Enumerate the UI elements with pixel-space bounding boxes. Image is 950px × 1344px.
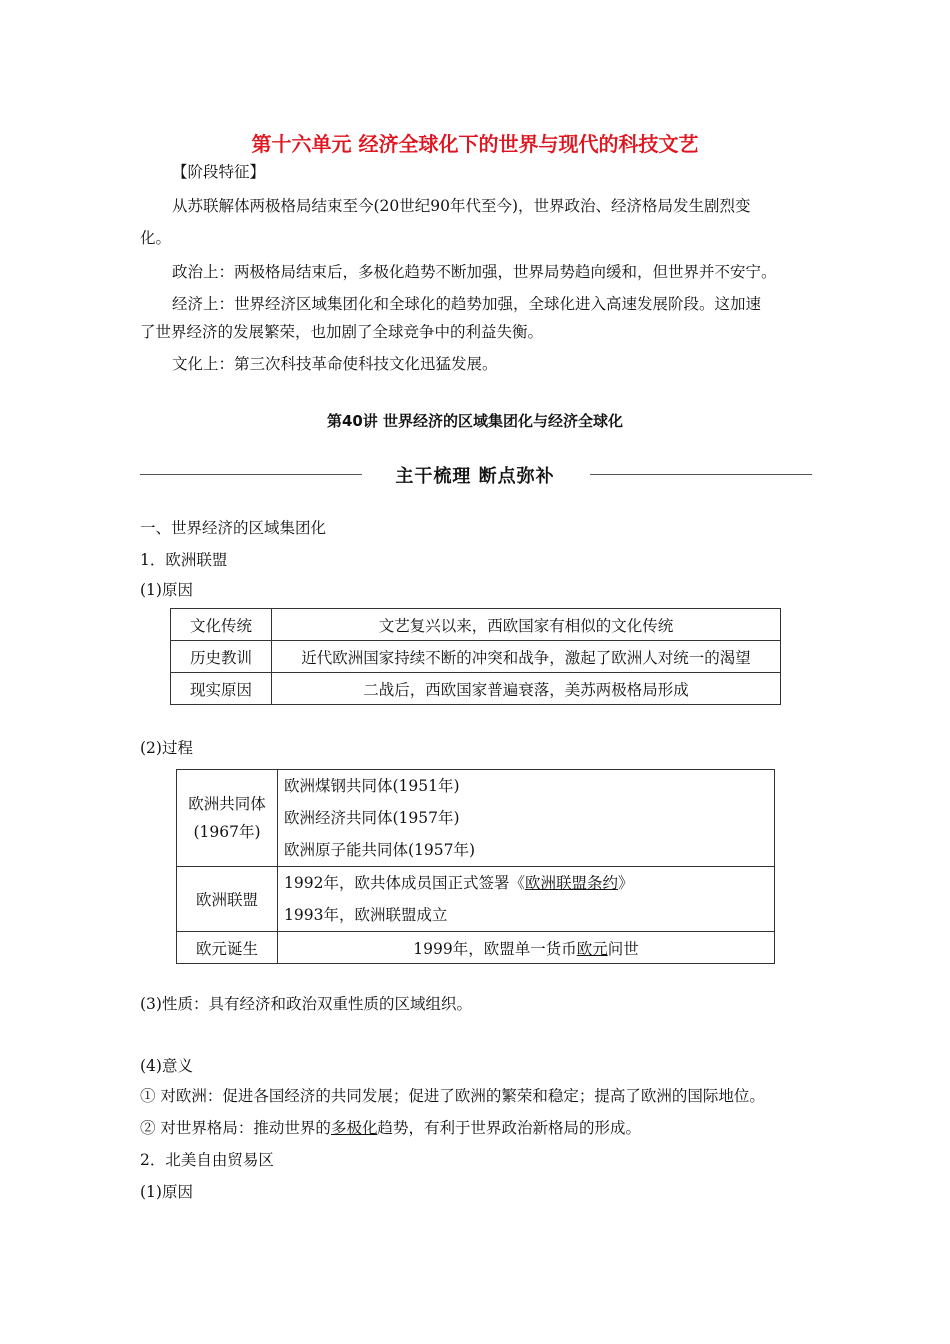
politics-paragraph: 政治上：两极格局结束后，多极化趋势不断加强，世界局势趋向缓和，但世界并不安宁。: [172, 263, 777, 281]
ec-item: 欧洲原子能共同体(1957年): [284, 841, 476, 859]
culture-paragraph: 文化上：第三次科技革命使科技文化迅猛发展。: [172, 355, 498, 373]
reason-value: 近代欧洲国家持续不断的冲突和战争，激起了欧洲人对统一的渴望: [272, 641, 781, 673]
ec-item: 欧洲煤钢共同体(1951年): [284, 777, 460, 795]
process-value-eu: [278, 867, 775, 932]
process-table: [176, 769, 775, 964]
eu-treaty-underlined: 欧洲联盟条约: [524, 874, 618, 892]
meaning-heading: (4)意义: [140, 1057, 193, 1075]
meaning-europe: ① 对欧洲：促进各国经济的共同发展；促进了欧洲的繁荣和稳定；提高了欧洲的国际地位。: [140, 1087, 765, 1105]
process-heading: (2)过程: [140, 739, 193, 757]
ec-key-line2: (1967年): [193, 823, 261, 841]
unit-title: 第十六单元 经济全球化下的世界与现代的科技文艺: [251, 132, 699, 156]
process-value-euro: [278, 932, 775, 964]
reason-key: 现实原因: [171, 673, 272, 705]
eu-line2: 1993年，欧洲联盟成立: [284, 906, 448, 924]
process-key-ec: [177, 770, 278, 867]
meaning2-pre: ② 对世界格局：推动世界的: [140, 1119, 331, 1137]
reason-heading: (1)原因: [140, 581, 193, 599]
euro-underlined: 欧元: [576, 939, 608, 958]
reason2-heading: (1)原因: [140, 1183, 193, 1201]
euro-pre: 1999年，欧盟单一货币: [413, 939, 577, 958]
meaning-world: [140, 1118, 641, 1138]
table-row: [177, 770, 775, 867]
eu-line1: [284, 867, 768, 899]
table-row: [177, 932, 775, 964]
table-row: [171, 641, 781, 673]
economy-paragraph-line2: 了世界经济的发展繁荣，也加剧了全球竞争中的利益失衡。: [140, 323, 544, 341]
lecture-title: 第40讲 世界经济的区域集团化与经济全球化: [326, 412, 624, 430]
reason-key: 历史教训: [171, 641, 272, 673]
process-key-euro: 欧元诞生: [177, 932, 278, 964]
banner-rule-right: [590, 474, 812, 475]
process-key-eu: 欧洲联盟: [177, 867, 278, 932]
nature-line: (3)性质：具有经济和政治双重性质的区域组织。: [140, 995, 472, 1013]
economy-paragraph-line1: 经济上：世界经济区域集团化和全球化的趋势加强，全球化进入高速发展阶段。这加速: [172, 295, 762, 313]
section-heading-1: 一、世界经济的区域集团化: [140, 519, 327, 537]
subsection-nafta: 2．北美自由贸易区: [140, 1151, 274, 1169]
eu-line1-post: 》: [617, 874, 634, 892]
table-row: [171, 609, 781, 641]
table-row: [171, 673, 781, 705]
section-banner: 主干梳理 断点弥补: [395, 466, 555, 487]
meaning2-underlined: 多极化: [330, 1119, 378, 1137]
subsection-eu: 1．欧洲联盟: [140, 551, 228, 569]
process-value-ec: [278, 770, 775, 867]
reason-table: [170, 608, 781, 705]
stage-label: 【阶段特征】: [172, 163, 266, 181]
euro-post: 问世: [607, 939, 639, 958]
reason-value: 文艺复兴以来，西欧国家有相似的文化传统: [272, 609, 781, 641]
table-row: [177, 867, 775, 932]
meaning2-post: 趋势，有利于世界政治新格局的形成。: [377, 1119, 641, 1137]
eu-line1-pre: 1992年，欧共体成员国正式签署《: [284, 874, 525, 892]
reason-value: 二战后，西欧国家普遍衰落，美苏两极格局形成: [272, 673, 781, 705]
stage-paragraph-line2: 化。: [140, 229, 172, 247]
stage-paragraph-line1: 从苏联解体两极格局结束至今(20世纪90年代至今)，世界政治、经济格局发生剧烈变: [172, 197, 751, 215]
reason-key: 文化传统: [171, 609, 272, 641]
ec-item: 欧洲经济共同体(1957年): [284, 809, 460, 827]
ec-key-line1: 欧洲共同体: [188, 795, 266, 813]
